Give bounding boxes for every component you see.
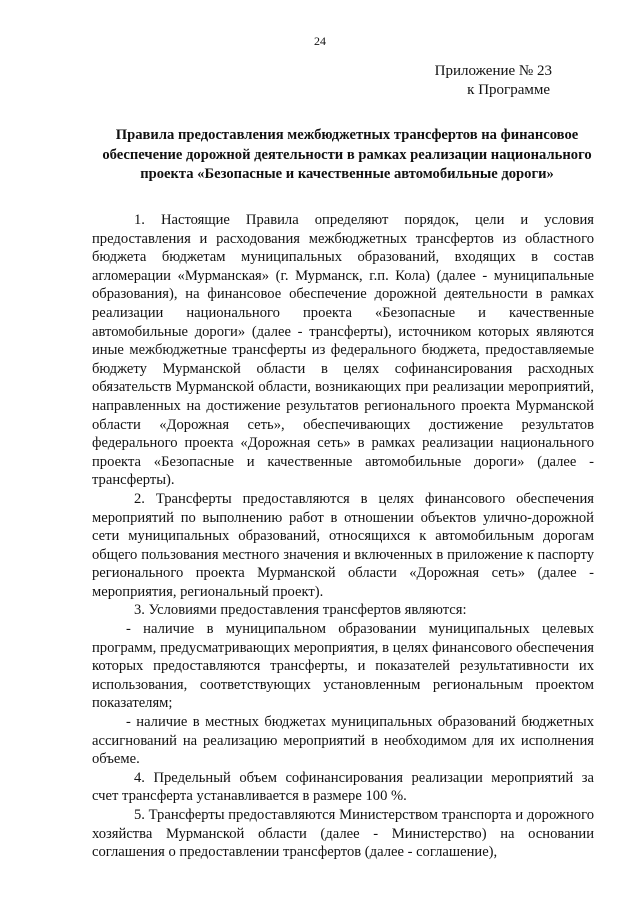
attachment-label [435, 62, 552, 100]
page-number: 24 [314, 34, 326, 48]
attachment-program: к Программе [467, 82, 550, 98]
paragraph-3-item-2: - наличие в местных бюджетах муниципальных образований бюджетных ассигнований на реализацию мероприятий в необходимом для их исполнения объеме. [92, 714, 594, 768]
document-body [92, 211, 594, 862]
paragraph-4: 4. Предельный объем софинансирования реализации мероприятий за счет трансферта устанавливается в размере 100 %. [92, 769, 594, 805]
paragraph-3: 3. Условиями предоставления трансфертов являются: [134, 602, 467, 619]
paragraph-5: 5. Трансферты предоставляются Министерством транспорта и дорожного хозяйства Мурманской области (далее - Министерство) на основании соглашения о предоставлении трансфертов (далее - соглашение), [92, 807, 594, 861]
document-title: Правила предоставления межбюджетных трансфертов на финансовое обеспечение дорожной деятельности в рамках реализации национального проекта «Безопасные и качественные автомобильные дороги» [102, 127, 592, 183]
attachment-number: Приложение № 23 [434, 63, 552, 79]
paragraph-2: 2. Трансферты предоставляются в целях финансового обеспечения мероприятий по выполнению работ в отношении объектов улично-дорожной сети муниципальных образований, относящихся к автомобильным дорогам общего пользования местного значения и включенных в приложение к паспорту регионального проекта Мурманской области «Дорожная сеть» (далее - мероприятия, региональный проект). [92, 490, 594, 600]
paragraph-3-item-1: - наличие в муниципальном образовании муниципальных целевых программ, предусматривающих мероприятия, в целях финансового обеспечения которых предоставляются трансферты, и показателей результативности их использования, соответствующих установленным региональным проектом показателям; [92, 621, 594, 712]
paragraph-1: 1. Настоящие Правила определяют порядок, цели и условия предоставления и расходования межбюджетных трансфертов из областного бюджета бюджетам муниципальных образований, входящих в состав агломерации «Мурманская» (г. Мурманск, г.п. Кола) (далее - муниципальные образования), на финансовое обеспечение дорожной деятельности в рамках реализации национального проекта «Безопасные и качественные автомобильные дороги» (далее - трансферты), источником которых являются иные межбюджетные трансферты из федерального бюджета, предоставляемые бюджету Мурманской области в целях софинансирования расходных обязательств Мурманской области, возникающих при реализации мероприятий, направленных на достижение результатов регионального проекта Мурманской области «Дорожная сеть», обеспечивающих достижение результатов федерального проекта «Дорожная сеть» в рамках реализации национального проекта «Безопасные и качественные автомобильные дороги» (далее - трансферты). [92, 212, 594, 489]
